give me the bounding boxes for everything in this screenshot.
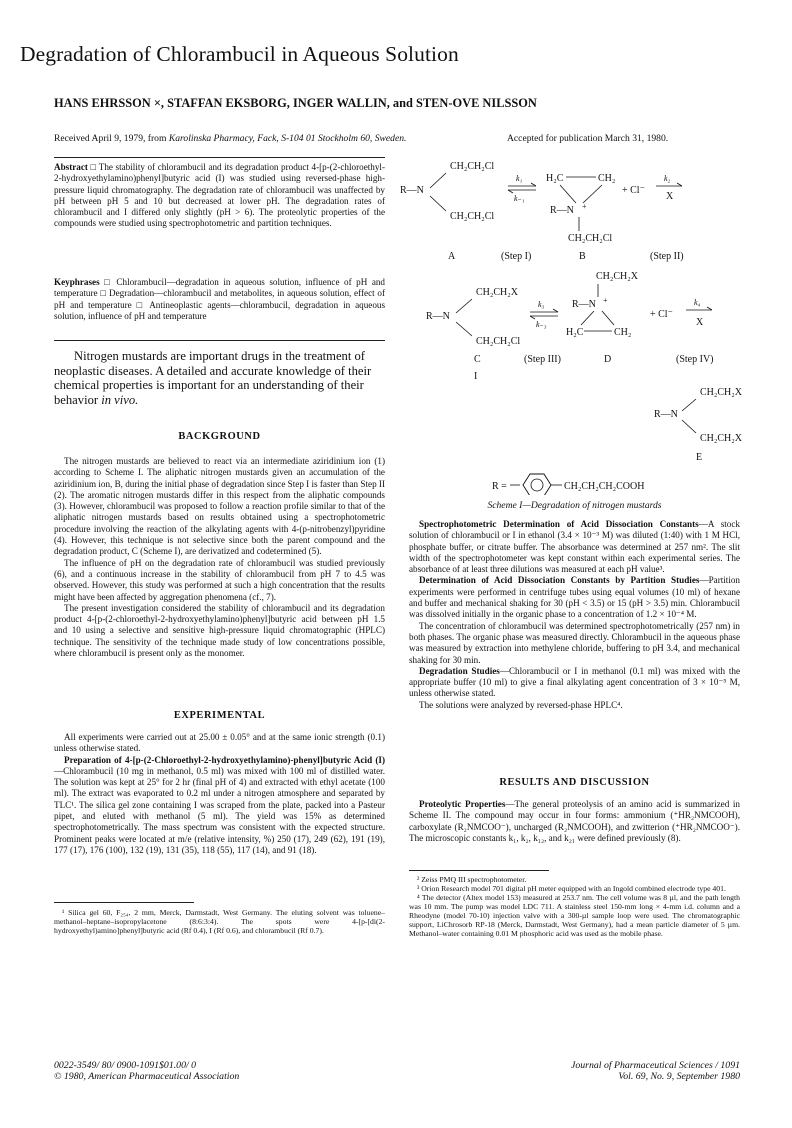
results-heading: RESULTS AND DISCUSSION <box>499 777 650 788</box>
experimental-p1: All experiments were carried out at 25.00 ± 0.05° and at the same ionic strength (0.1) unless otherwise stated. <box>54 732 385 754</box>
abstract-label: Abstract <box>54 162 88 172</box>
e-bottom-group: CH₂CH₂X <box>700 433 742 444</box>
spec-label: Spectrophotometric Determination of Acid Dissociation Constants <box>419 519 699 529</box>
c-bottom-group: CH₂CH₂Cl <box>476 336 521 347</box>
accepted-line: Accepted for publication March 31, 1980. <box>507 133 669 144</box>
abstract-text: The stability of chlorambucil and its degradation product 4-[p-(2-chloroethyl-2-hydroxyethylamino)phenyl]butyric acid (I) was studied using reversed-phase high-pressure liquid chromatography. The degradation rate of chlorambucil was unaffected by pH between pH 5 and 10 but decreased at lower pH. The degradation rates of chlorambucil and I differed only slightly (pH > 6). The proteolytic properties of the compounds were studied using spectrophotometric and partition techniques. <box>54 162 385 229</box>
cl-minus-1: + Cl⁻ <box>622 185 645 196</box>
d-ch2: CH₂ <box>614 327 632 338</box>
label-i: I <box>474 371 478 382</box>
r-def-chain: CH₂CH₂CH₂COOH <box>564 481 645 492</box>
b-h2c: H₂C <box>546 173 564 184</box>
footnote-4: ⁴ The detector (Altex model 153) measured at 253.7 nm. The cell volume was 8 µl, and the path length was 10 mm. The pump was model LDC 711. A stainless steel 150-mm long × 4-mm i.d. column and a Rheodyne (model 70-10) injection valve with a 300-µl sample loop were used. The chromatographic support, LiChrosorb RP-18 (Merck, Darmstadt, West Germany), had a mean particle diameter of 5 µm. Methanol–water containing 0.01 M phosphoric acid was used as the mobile phase. <box>409 893 740 938</box>
k-3-label: k₋₃ <box>536 320 547 329</box>
k4-label: k₄ <box>694 298 701 307</box>
step-2: (Step II) <box>650 251 684 262</box>
proteolytic-text: —The general proteolysis of an amino acid is summarized in Scheme II. The compound may occur in four forms: ammonium (⁺HR₂NMCOOH), carboxylate (R₂NMCOO⁻), uncharged (R₂NMCOOH), and zwitterion (⁺HR₂NMCOO⁻). The microscopic constants k₁, k₂, k₁₂, and k₂₁ were defined previously (8). <box>409 799 740 843</box>
abstract: Abstract □ The stability of chlorambucil and its degradation product 4-[p-(2-chloroethyl-2-hydroxyethylamino)phenyl]butyric acid (I) was studied using reversed-phase high-pressure liquid chromatography. The degradation rate of chlorambucil was unaffected by pH between pH 5 and 10 but decreased at lower pH. The degradation rates of chlorambucil and I differed only slightly (pH > 6). The proteolytic properties of the compounds were studied using spectrophotometric and partition techniques. <box>54 162 385 229</box>
b-ch2: CH₂ <box>598 173 616 184</box>
abstract-bottom-rule <box>54 340 385 341</box>
svg-text:+: + <box>603 296 608 305</box>
article-title: Degradation of Chlorambucil in Aqueous Solution <box>20 42 459 66</box>
results-section <box>409 799 740 844</box>
footnote-rule-right <box>409 870 549 871</box>
svg-text:+: + <box>582 202 587 211</box>
spec-text: —A stock solution of chlorambucil or I in ethanol (3.4 × 10⁻³ M) was diluted (1:40) with 1 M HCl, phosphate buffer, or citrate buffer. The absorbance was determined at 257 nm². The slit width of the spectrophotometer was kept constant within each experimental series. The absorbance of at least three dilutions was measured at each pH value³. <box>409 519 740 575</box>
right-methods <box>409 519 740 711</box>
experimental-heading: EXPERIMENTAL <box>173 710 266 721</box>
label-b: B <box>579 251 586 262</box>
footer-left <box>54 1060 239 1082</box>
k1-label: k₁ <box>516 174 523 183</box>
scheme-1-diagram <box>398 155 743 495</box>
journal-volume: Vol. 69, No. 9, September 1980 <box>618 1071 740 1082</box>
e-r-group: R—N <box>654 409 678 420</box>
label-a: A <box>448 251 456 262</box>
background-p1: The nitrogen mustards are believed to react via an intermediate aziridinium ion (1) according to Scheme I. The aliphatic nitrogen mustards given an accumulation of the aziridinium ion, B, during the initial phase of degradation since Step I is faster than Step II (2). The aromatic nitrogen mustards differ in this respect from the aliphatic compounds (3). However, chlorambucil was proposed to follow a reaction profile similar to that of the aliphatic nitrogen mustards based on results obtained using a spectrophotometric procedure involving the reaction of the alkylating agents with 4-(p-nitrobenzyl)pyridine (4). However, this technique is not selective since both the parent compound and the degradation product, C (Scheme I), are derivatized and codetermined (5). <box>54 456 385 557</box>
label-c: C <box>474 354 481 365</box>
affiliation: Karolinska Pharmacy, Fack, S-104 01 Stockholm 60, Sweden. <box>168 133 407 144</box>
d-r-group: R—N <box>572 299 596 310</box>
k-1-label: k₋₁ <box>514 194 525 203</box>
k3-label: k₃ <box>538 300 545 309</box>
partition-text-2: The concentration of chlorambucil was determined spectrophotometrically (257 nm) in both phases. The organic phase was measured directly. Chlorambucil in the aqueous phase was measured by extraction into methylene chloride, buffering to pH 3.4, and mechanical shaking for 30 min. <box>409 620 740 665</box>
x-2: X <box>696 317 704 328</box>
r-def-prefix: R = <box>492 481 507 492</box>
x-1: X <box>666 191 674 202</box>
cl-minus-2: + Cl⁻ <box>650 309 673 320</box>
e-top-group: CH₂CH₂X <box>700 387 742 398</box>
footnote-2: ² Zeiss PMQ III spectrophotometer. <box>417 875 527 884</box>
c-top-group: CH₂CH₂X <box>476 287 518 298</box>
proteolytic-label: Proteolytic Properties <box>419 799 506 809</box>
journal-page: Journal of Pharmaceutical Sciences / 1091 <box>571 1060 740 1071</box>
b-bottom-group: CH₂CH₂Cl <box>568 233 613 244</box>
partition-label: Determination of Acid Dissociation Constants by Partition Studies <box>419 575 700 586</box>
partition-text: —Partition experiments were performed in centrifuge tubes using equal volumes (10 ml) of hexane and buffer and mechanical shaking for 30 (pH < 3.5) or 15 (pH > 3.5) min. Chlorambucil was dissolved initially in the organic phase to a concentration of 1.2 × 10⁻⁴ M. <box>409 575 740 620</box>
keyphrases-text: Chlorambucil—degradation in aqueous solution, influence of pH and temperature □ Degradation—chlorambucil and metabolites, in aqueous solution, effect of pH and temperature □ Antineoplastic agents—chlorambucil, degradation in aqueous solution, influence of pH and temperature <box>54 277 385 321</box>
background-section <box>54 456 385 659</box>
background-p3: The present investigation considered the stability of chlorambucil and its degradation product 4-[p-(2-chloroethyl-2-hydroxyethylamino)phenyl]butyric acid between pH 1.5 and 10 using a selective and sensitive high-pressure liquid chromatographic (HPLC) technique. The sensitivity of the technique made study of low concentrations possible, where chlorambucil is present only as the monomer. <box>54 602 385 659</box>
intro-italic: in vivo. <box>101 392 139 407</box>
intro-paragraph <box>54 349 385 407</box>
article-code: 0022-3549/ 80/ 0900-1091$01.00/ 0 <box>54 1060 197 1071</box>
keyphrases-label: Keyphrases <box>54 277 100 287</box>
experimental-section <box>54 732 385 856</box>
a-top-group: CH₂CH₂Cl <box>450 161 495 172</box>
copyright: © 1980, American Pharmaceutical Association <box>54 1071 240 1082</box>
k2-label: k₂ <box>664 174 671 183</box>
d-h2c: H₂C <box>566 327 584 338</box>
label-d: D <box>604 354 612 365</box>
benzene-ring-icon <box>523 474 551 495</box>
author-list: HANS EHRSSON ×, STAFFAN EKSBORG, INGER WALLIN, and STEN-OVE NILSSON <box>54 96 537 110</box>
abstract-top-rule <box>54 157 385 158</box>
footer-right <box>540 1060 740 1082</box>
intro-text: Nitrogen mustards are important drugs in the treatment of neoplastic diseases. A detailed and accurate knowledge of their chemical properties is important for an understanding of their behavior <box>54 349 372 407</box>
keyphrases: Keyphrases □ Chlorambucil—degradation in aqueous solution, influence of pH and temperature □ Degradation—chlorambucil and metabolites, in aqueous solution, effect of pH and temperature □ Antineoplastic agents—chlorambucil, degradation in aqueous solution, influence of pH and temperature <box>54 277 385 321</box>
a-bottom-group: CH₂CH₂Cl <box>450 211 495 222</box>
step-4: (Step IV) <box>676 354 714 365</box>
label-e: E <box>696 452 703 463</box>
prep-text: —Chlorambucil (10 mg in methanol, 0.5 ml) was mixed with 100 ml of distilled water. The solution was kept at 25° for 2 hr (final pH of 4) and extracted with ethyl acetate (100 ml). The extract was evaporated to 0.2 ml under a nitrogen atmosphere and separated by TLC¹. The silica gel zone containing I was scraped from the plate, packed into a Pasteur pipet, and eluted with methanol (5 ml). The yield was 15% as determined spectrophotometrically. The mass spectrum was consistent with the expected structure. Prominent peaks were located at m/e (relative intensity, %) 250 (17), 249 (62), 191 (19), 177 (17), 176 (100), 132 (19), 131 (35), 118 (55), 117 (14), and 91 (18). <box>54 765 385 855</box>
degradation-text: —Chlorambucil or I in methanol (0.1 ml) was mixed with the appropriate buffer (10 ml) to give a final alkylating agent concentration of 3 × 10⁻⁵ M, unless otherwise stated. <box>409 665 740 699</box>
footnotes-right <box>409 875 740 938</box>
footnote-1 <box>54 908 385 935</box>
d-top-group: CH₂CH₂X <box>596 271 638 282</box>
step-1: (Step I) <box>501 251 532 262</box>
b-r-group: R—N <box>550 205 574 216</box>
scheme-caption: Scheme I—Degradation of nitrogen mustards <box>487 500 662 511</box>
footnote-3: ³ Orion Research model 701 digital pH meter equipped with an Ingold combined electrode type 401. <box>417 884 726 893</box>
background-p2: The influence of pH on the degradation rate of chlorambucil was studied previously (6), and a continuous increase in the stability of chlorambucil from pH 7 to 4.5 was observed. However, this study was performed at such a high concentration that the results might have been affected by aggregation phenomena (cf., 7). <box>54 557 385 602</box>
received-line <box>54 133 406 144</box>
c-r-group: R—N <box>426 311 450 322</box>
step-3: (Step III) <box>524 354 561 365</box>
footnote-rule-left <box>54 902 194 903</box>
footnote-1-text: ¹ Silica gel 60, F₂₅₄, 2 mm, Merck, Darmstadt, West Germany. The eluting solvent was toluene–methanol–heptane–isopropylacetone (8:6:3:4). The spots were 4-[p-[di(2-hydroxyethyl)amino]phenyl]butyric acid (Rf 0.4), I (Rf 0.6), and chlorambucil (Rf 0.7). <box>54 908 385 935</box>
prep-label: Preparation of 4-[p-(2-Chloroethyl-2-hydroxyethylamino)-phenyl]butyric Acid (I) <box>64 754 385 765</box>
degradation-text-2: The solutions were analyzed by reversed-phase HPLC⁴. <box>419 699 623 710</box>
degradation-label: Degradation Studies <box>419 665 500 676</box>
received-prefix: Received April 9, 1979, from <box>54 133 169 144</box>
a-r-group: R—N <box>400 185 424 196</box>
background-heading: BACKGROUND <box>178 431 261 442</box>
